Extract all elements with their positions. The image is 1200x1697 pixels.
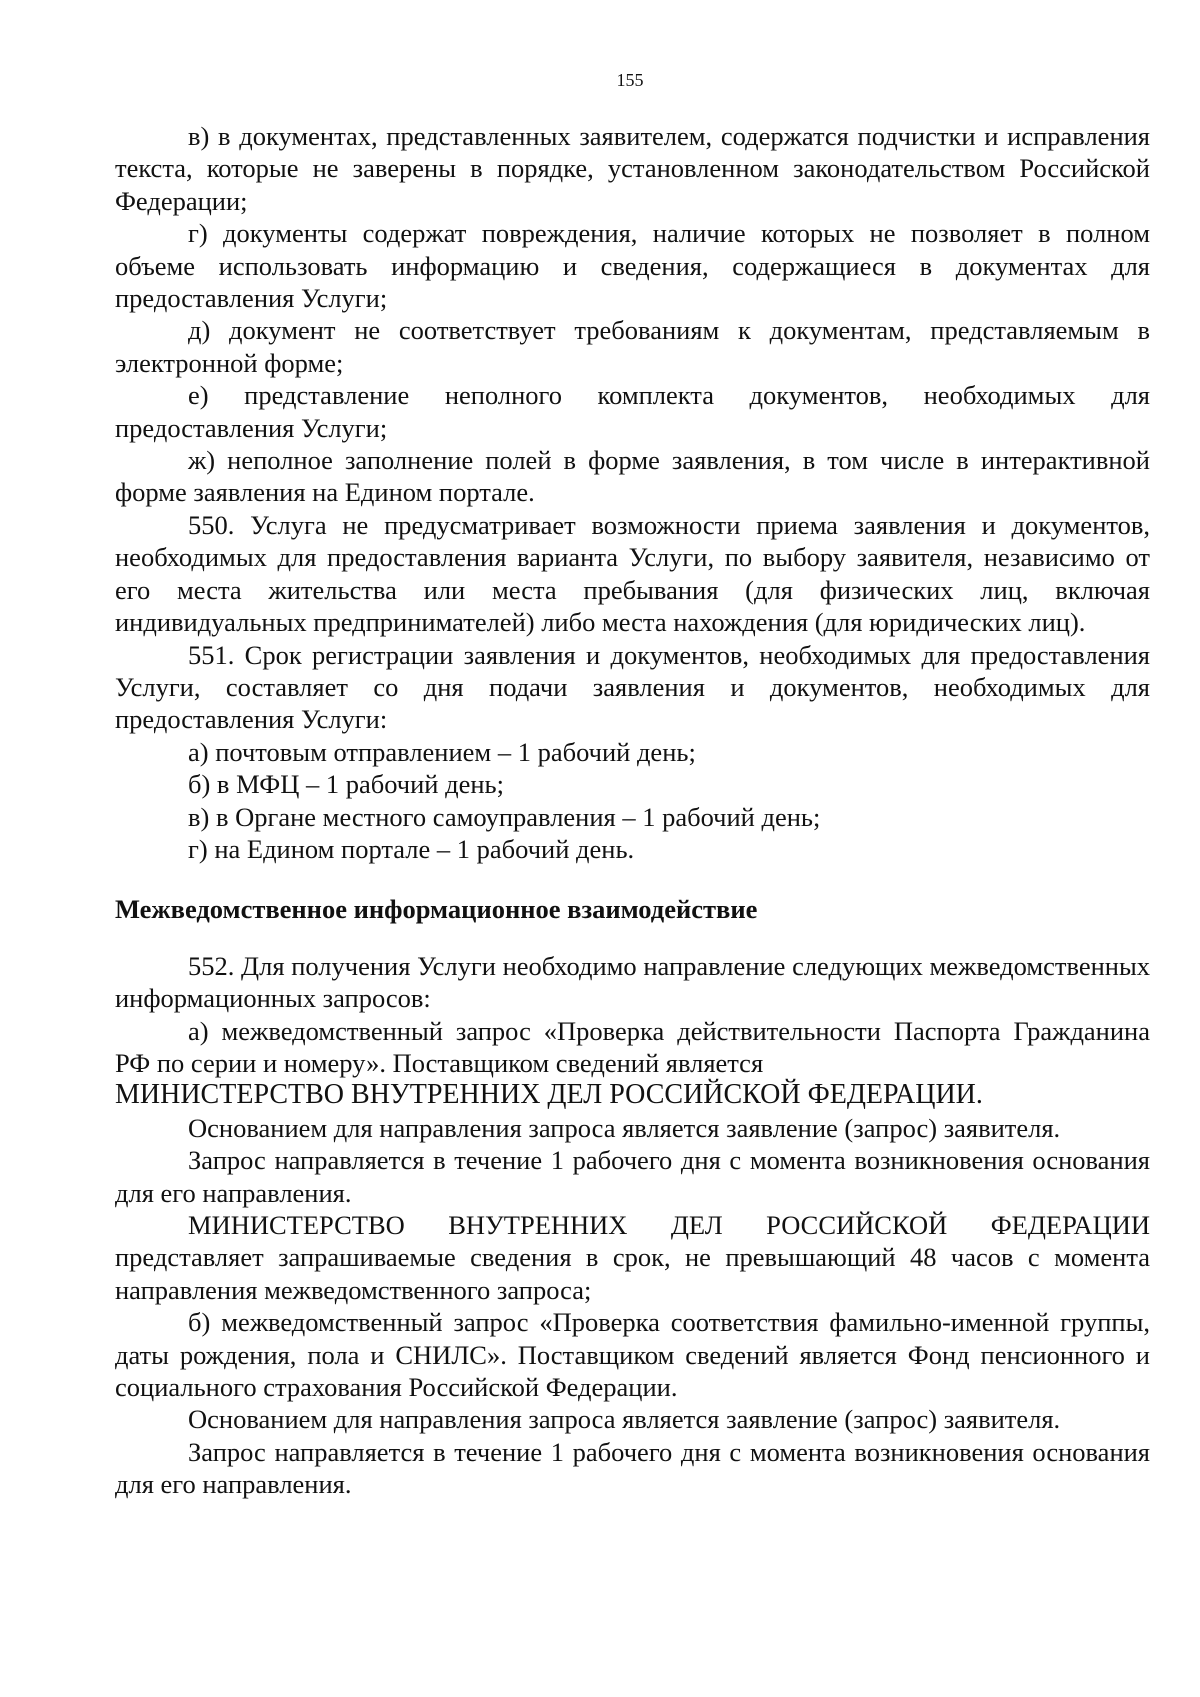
paragraph: Запрос направляется в течение 1 рабочего дня с момента возникновения основания для его направления. — [115, 1436, 1150, 1500]
list-item: а) почтовым отправлением – 1 рабочий день; — [188, 736, 696, 767]
paragraph: г) документы содержат повреждения, наличие которых не позволяет в полном объеме использовать информацию и сведения, содержащиеся в документах для предоставления Услуги; — [115, 218, 1150, 314]
paragraph: Основанием для направления запроса является заявление (запрос) заявителя. — [188, 1112, 1061, 1143]
paragraph: б) межведомственный запрос «Проверка соответствия фамильно-именной группы, даты рождения, пола и СНИЛС». Поставщиком сведений является Фонд пенсионного и социального страхования Российской Федерации. — [115, 1307, 1150, 1403]
paragraph: а) межведомственный запрос «Проверка действительности Паспорта Гражданина РФ по серии и номеру». Поставщиком сведений является — [115, 1015, 1150, 1078]
page-number: 155 — [616, 70, 644, 90]
paragraph: Запрос направляется в течение 1 рабочего дня с момента возникновения основания для его направления. — [115, 1145, 1150, 1208]
paragraph: д) документ не соответствует требованиям к документам, представляемым в электронной форме; — [115, 315, 1150, 378]
list-item: б) в МФЦ – 1 рабочий день; — [188, 769, 504, 800]
paragraph: 552. Для получения Услуги необходимо направление следующих межведомственных информационных запросов: — [115, 950, 1150, 1014]
list-item: в) в Органе местного самоуправления – 1 рабочий день; — [188, 801, 821, 832]
paragraph: ж) неполное заполнение полей в форме заявления, в том числе в интерактивной форме заявления на Едином портале. — [115, 445, 1150, 508]
paragraph: 551. Срок регистрации заявления и документов, необходимых для предоставления Услуги, составляет со дня подачи заявления и документов, необходимых для предоставления Услуги: — [115, 639, 1150, 735]
section-heading: Межведомственное информационное взаимодействие — [115, 894, 758, 925]
list-item: г) на Едином портале – 1 рабочий день. — [188, 833, 635, 864]
paragraph: е) представление неполного комплекта документов, необходимых для предоставления Услуги; — [115, 380, 1150, 443]
ministry-name: МИНИСТЕРСТВО ВНУТРЕННИХ ДЕЛ РОССИЙСКОЙ ФЕДЕРАЦИИ. — [115, 1079, 983, 1111]
paragraph: Основанием для направления запроса является заявление (запрос) заявителя. — [188, 1404, 1061, 1435]
paragraph: МИНИСТЕРСТВО ВНУТРЕННИХ ДЕЛ РОССИЙСКОЙ ФЕДЕРАЦИИ представляет запрашиваемые сведения в срок, не превышающий 48 часов с момента направления межведомственного запроса; — [115, 1210, 1150, 1305]
document-body — [115, 120, 1150, 1501]
paragraph: 550. Услуга не предусматривает возможности приема заявления и документов, необходимых для предоставления варианта Услуги, по выбору заявителя, независимо от его места жительства или места пребывания (для физических лиц, включая индивидуальных предпринимателей) либо места нахождения (для юридических лиц). — [115, 509, 1150, 638]
paragraph: в) в документах, представленных заявителем, содержатся подчистки и исправления текста, которые не заверены в порядке, установленном законодательством Российской Федерации; — [115, 121, 1150, 216]
